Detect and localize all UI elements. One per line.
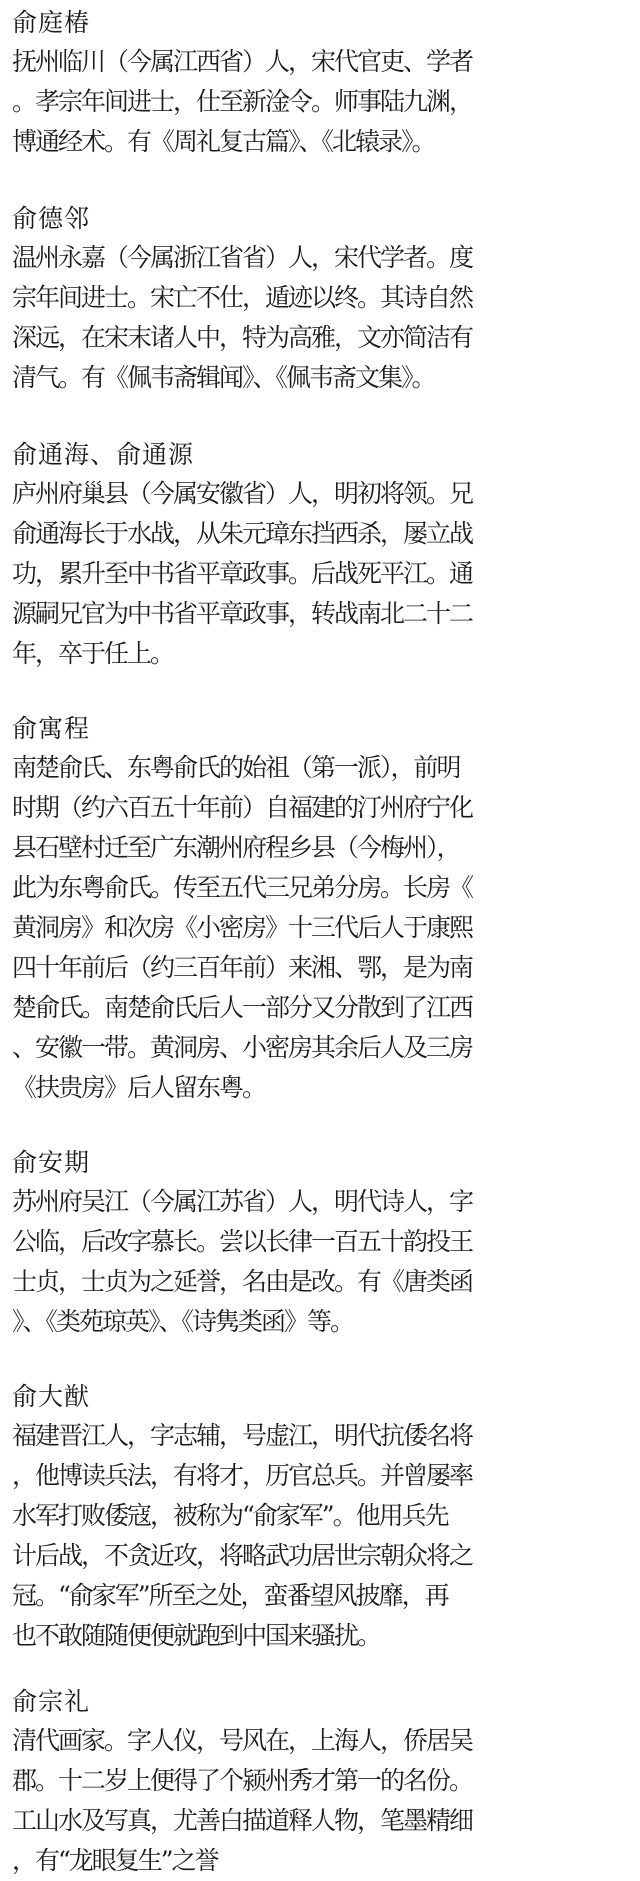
- body-line: 南楚俞氏、东粤俞氏的始祖（第一派），前明: [12, 753, 460, 782]
- body-line: 庐州府巢县（今属安徽省）人，明初将领。兄: [12, 479, 473, 508]
- entry-name: 俞安期: [12, 1148, 91, 1177]
- body-line: 温州永嘉（今属浙江省省）人，宋代学者。度: [12, 243, 473, 272]
- entry-yu-zongli: [12, 1683, 632, 1881]
- body-line: 四十年前后（约三百年前）来湘、鄂，是为南: [12, 953, 473, 982]
- body-line: 。孝宗年间进士，仕至新淦令。师事陆九渊，: [12, 87, 473, 116]
- body-line: 工山水及写真，尤善白描道释人物，笔墨精细: [12, 1806, 473, 1835]
- body-line: 水军打败倭寇，被称为“俞家军”。他用兵先: [12, 1501, 448, 1530]
- entry-body: [12, 748, 632, 1108]
- entry-name: 俞宗礼: [12, 1687, 91, 1716]
- entry-body: [12, 474, 632, 674]
- body-line: 黄洞房》和次房《小密房》十三代后人于康熙: [12, 913, 473, 942]
- body-line: ，有“龙眼复生”之誉: [12, 1846, 218, 1875]
- body-line: 清气。有《佩韦斋辑闻》、《佩韦斋文集》。: [12, 363, 435, 392]
- body-line: 计后战，不贪近攻，将略武功居世宗朝众将之: [12, 1541, 473, 1570]
- entry-yu-dayou: [12, 1378, 632, 1656]
- entry-name: 俞通海、俞通源: [12, 440, 195, 469]
- body-line: ，他博读兵法，有将才，历官总兵。并曾屡率: [12, 1461, 473, 1490]
- entry-body: [12, 238, 632, 398]
- body-line: 功，累升至中书省平章政事。后战死平江。通: [12, 559, 473, 588]
- entry-body: [12, 1182, 632, 1342]
- entry-name: 俞大猷: [12, 1382, 91, 1411]
- body-line: 时期（约六百五十年前）自福建的汀州府宁化: [12, 793, 473, 822]
- entry-name: 俞德邻: [12, 204, 91, 233]
- body-line: 也不敢随随便便就跑到中国来骚扰。: [12, 1621, 381, 1650]
- body-line: 郡。十二岁上便得了个颍州秀才第一的名份。: [12, 1766, 473, 1795]
- body-line: 宗年间进士。宋亡不仕，遁迹以终。其诗自然: [12, 283, 473, 312]
- body-line: 》、《类苑琼英》、《诗隽类函》等。: [12, 1307, 354, 1336]
- body-line: 清代画家。字人仪，号风在，上海人，侨居吴: [12, 1726, 473, 1755]
- body-line: 福建晋江人，字志辅，号虚江，明代抗倭名将: [12, 1421, 473, 1450]
- body-line: 源嗣兄官为中书省平章政事，转战南北二十二: [12, 599, 473, 628]
- body-line: 此为东粤俞氏。传至五代三兄弟分房。长房《: [12, 873, 473, 902]
- entry-yu-tonghai-tongyuan: [12, 436, 632, 674]
- entry-body: [12, 42, 632, 162]
- entry-yu-anqi: [12, 1144, 632, 1342]
- body-line: 冠。“俞家军”所至之处，蛮番望风披靡，再: [12, 1581, 448, 1610]
- body-line: 博通经术。有《周礼复古篇》、《北辕录》。: [12, 127, 435, 156]
- entry-body: [12, 1721, 632, 1881]
- body-line: 俞通海长于水战，从朱元璋东挡西杀，屡立战: [12, 519, 473, 548]
- body-line: 县石壁村迁至广东潮州府程乡县（今梅州），: [12, 833, 460, 862]
- body-line: 楚俞氏。南楚俞氏后人一部分又分散到了江西: [12, 993, 473, 1022]
- entry-body: [12, 1416, 632, 1656]
- body-line: 公临，后改字慕长。尝以长律一百五十韵投王: [12, 1227, 473, 1256]
- body-line: 苏州府吴江（今属江苏省）人，明代诗人，字: [12, 1187, 473, 1216]
- entry-yu-tingchun: [12, 4, 632, 162]
- entry-name: 俞庭椿: [12, 8, 91, 37]
- entry-name: 俞寓程: [12, 714, 91, 743]
- entry-yu-delin: [12, 200, 632, 398]
- body-line: 深远，在宋末诸人中，特为高雅，文亦简洁有: [12, 323, 473, 352]
- body-line: 抚州临川（今属江西省）人，宋代官吏、学者: [12, 47, 473, 76]
- body-line: 士贞，士贞为之延誉，名由是改。有《唐类函: [12, 1267, 473, 1296]
- body-line: 年，卒于任上。: [12, 639, 174, 668]
- entry-yu-yucheng: [12, 710, 632, 1108]
- body-line: 《扶贵房》后人留东粤。: [12, 1073, 266, 1102]
- body-line: 、安徽一带。黄洞房、小密房其余后人及三房: [12, 1033, 473, 1062]
